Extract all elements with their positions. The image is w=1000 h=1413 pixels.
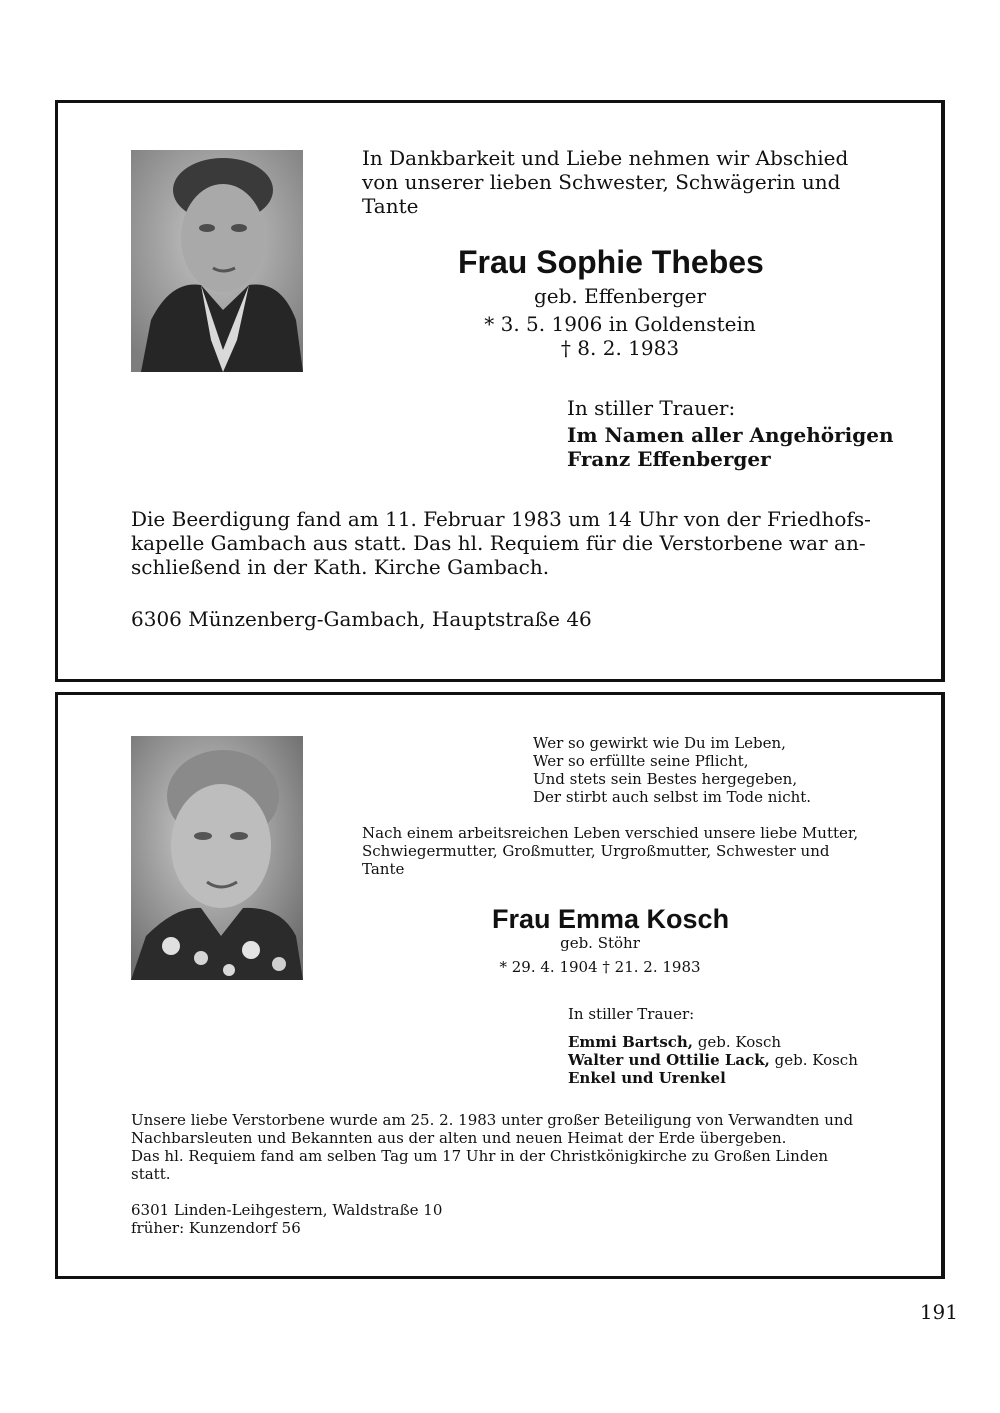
intro-line: Tante <box>362 194 419 218</box>
intro-line: Schwiegermutter, Großmutter, Urgroßmutter, Schwester und <box>362 842 830 860</box>
intro-line: In Dankbarkeit und Liebe nehmen wir Abschied <box>362 146 849 170</box>
mourner-line <box>568 1051 858 1069</box>
intro-line: von unserer lieben Schwester, Schwägerin und <box>362 170 841 194</box>
mourner-name: Enkel und Urenkel <box>568 1069 726 1087</box>
funeral-line: kapelle Gambach aus statt. Das hl. Requiem für die Verstorbene war an- <box>131 531 866 555</box>
mourner-name: Walter und Ottilie Lack, <box>568 1051 770 1069</box>
portrait-photo-emma-kosch <box>131 736 303 980</box>
intro-text <box>362 824 858 878</box>
birth-death-block <box>470 934 730 976</box>
mourner-line: Franz Effenberger <box>567 447 771 471</box>
mourning-label: In stiller Trauer: <box>567 396 736 420</box>
birth-date: * 3. 5. 1906 in Goldenstein <box>484 312 756 336</box>
poem-line: Wer so gewirkt wie Du im Leben, <box>533 734 786 752</box>
funeral-text <box>131 507 871 579</box>
poem-line: Und stets sein Bestes hergegeben, <box>533 770 798 788</box>
mourners-block <box>567 423 894 471</box>
burial-text <box>131 1111 853 1183</box>
intro-line: Nach einem arbeitsreichen Leben verschied unsere liebe Mutter, <box>362 824 859 842</box>
portrait-photo-sophie-thebes <box>131 150 303 372</box>
address <box>131 1201 442 1237</box>
poem-line: Wer so erfüllte seine Pflicht, <box>533 752 749 770</box>
intro-text <box>362 146 848 218</box>
maiden-name: geb. Effenberger <box>533 284 707 308</box>
mourner-name: Emmi Bartsch, <box>568 1033 694 1051</box>
intro-line: Tante <box>362 860 405 878</box>
burial-line: Nachbarsleuten und Bekannten aus der alten und neuen Heimat der Erde übergeben. <box>131 1129 787 1147</box>
address: 6306 Münzenberg-Gambach, Hauptstraße 46 <box>131 607 592 631</box>
funeral-line: schließend in der Kath. Kirche Gambach. <box>131 555 550 579</box>
deceased-name: Frau Emma Kosch <box>492 904 730 934</box>
mourner-suffix: geb. Kosch <box>693 1033 782 1051</box>
mourning-label: In stiller Trauer: <box>568 1005 695 1023</box>
deceased-name: Frau Sophie Thebes <box>458 244 764 280</box>
burial-line: statt. <box>131 1165 171 1183</box>
mourner-line: Im Namen aller Angehörigen <box>567 423 894 447</box>
address-line: 6301 Linden-Leihgestern, Waldstraße 10 <box>131 1201 443 1219</box>
mourner-suffix: geb. Kosch <box>769 1051 858 1069</box>
poem <box>533 734 811 806</box>
poem-line: Der stirbt auch selbst im Tode nicht. <box>533 788 812 806</box>
burial-line: Unsere liebe Verstorbene wurde am 25. 2. 1983 unter großer Beteiligung von Verwandten und <box>131 1111 854 1129</box>
maiden-name: geb. Stöhr <box>560 934 640 952</box>
burial-line: Das hl. Requiem fand am selben Tag um 17 Uhr in der Christkönigkirche zu Großen Linden <box>131 1147 828 1165</box>
death-date: † 8. 2. 1983 <box>560 336 680 360</box>
funeral-line: Die Beerdigung fand am 11. Februar 1983 um 14 Uhr von der Friedhofs- <box>131 507 871 531</box>
mourner-line <box>568 1069 858 1087</box>
page-number: 191 <box>919 1300 958 1324</box>
mourner-line <box>568 1033 858 1051</box>
mourners-block <box>568 1033 858 1087</box>
birth-death-block <box>420 284 820 360</box>
life-dates: * 29. 4. 1904 † 21. 2. 1983 <box>499 958 701 976</box>
address-line: früher: Kunzendorf 56 <box>131 1219 301 1237</box>
